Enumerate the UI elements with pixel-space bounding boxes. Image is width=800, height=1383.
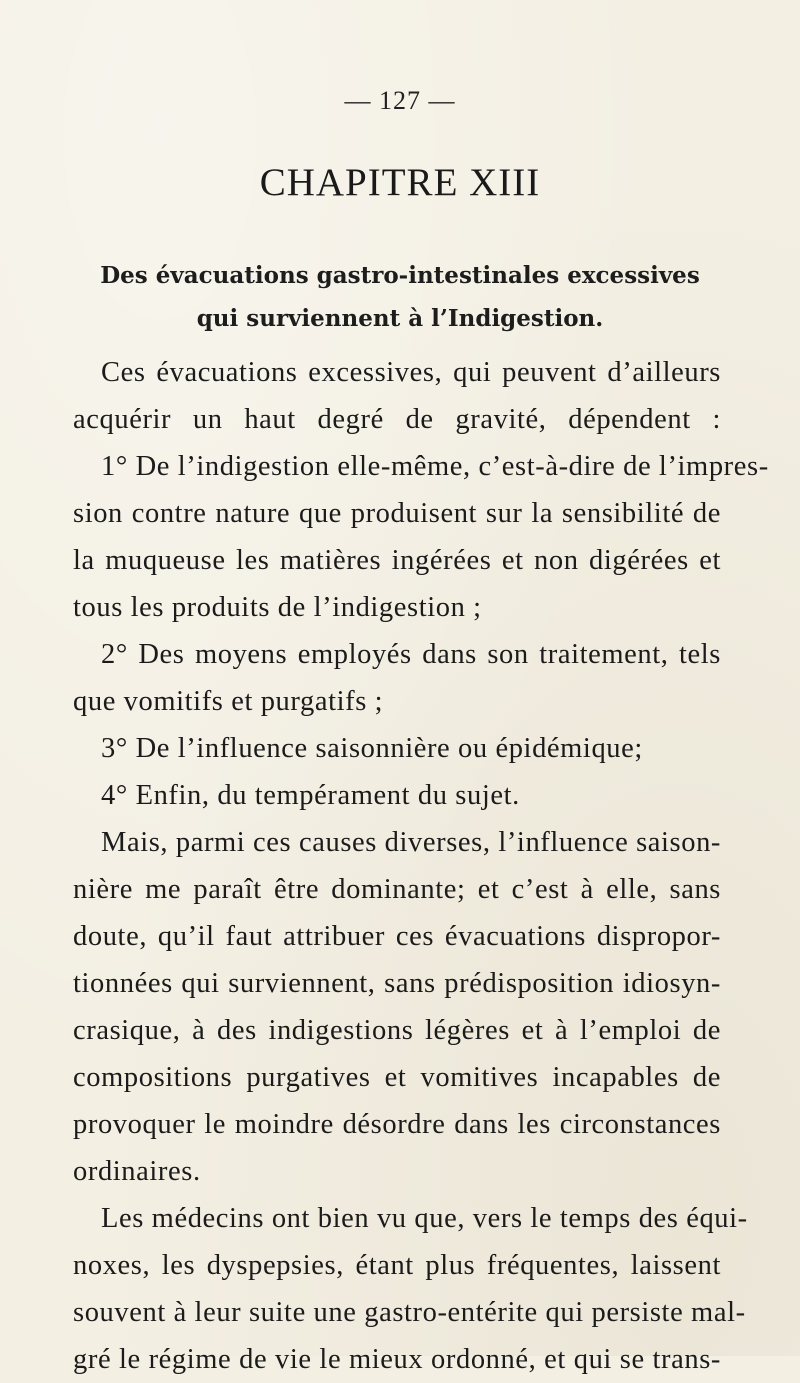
text-line: provoquer le moindre désordre dans les circonstances [73,1109,721,1140]
text-line: Mais, parmi ces causes diverses, l’influence saison- [101,827,722,858]
text-line: souvent à leur suite une gastro-entérite qui persiste mal- [73,1297,746,1328]
text-line: 2° Des moyens employés dans son traitement, tels [101,639,721,670]
text-line: tionnées qui surviennent, sans prédisposition idiosyn- [73,968,721,999]
text-line: Ces évacuations excessives, qui peuvent d’ailleurs [101,357,721,388]
text-line: ordinaires. [73,1156,201,1187]
text-line: sion contre nature que produisent sur la sensibilité de [73,498,721,529]
text-line: tous les produits de l’indigestion ; [73,592,482,623]
text-line: compositions purgatives et vomitives incapables de [73,1062,721,1093]
chapter-title: CHAPITRE XIII [259,161,541,204]
page-number: — 127 — [344,86,456,115]
text-line: gré le régime de vie le mieux ordonné, et qui se trans- [73,1344,721,1375]
chapter-subtitle-line-1: Des évacuations gastro-intestinales excessives [100,262,700,289]
chapter-subtitle-line-2: qui surviennent à l’Indigestion. [196,305,604,332]
text-line: la muqueuse les matières ingérées et non digérées et [73,545,721,576]
text-line: Les médecins ont bien vu que, vers le temps des équi- [101,1203,748,1234]
text-line: 3° De l’influence saisonnière ou épidémique; [101,733,643,764]
text-line: 1° De l’indigestion elle-même, c’est-à-dire de l’impres- [101,451,769,482]
text-line: acquérir un haut degré de gravité, dépendent : [73,404,721,435]
text-line: crasique, à des indigestions légères et à l’emploi de [73,1015,721,1046]
text-line: que vomitifs et purgatifs ; [73,686,384,717]
text-line: doute, qu’il faut attribuer ces évacuations dispropor- [73,921,721,952]
text-line: 4° Enfin, du tempérament du sujet. [101,780,520,811]
text-line: nière me paraît être dominante; et c’est à elle, sans [73,874,721,905]
text-line: noxes, les dyspepsies, étant plus fréquentes, laissent [73,1250,721,1281]
